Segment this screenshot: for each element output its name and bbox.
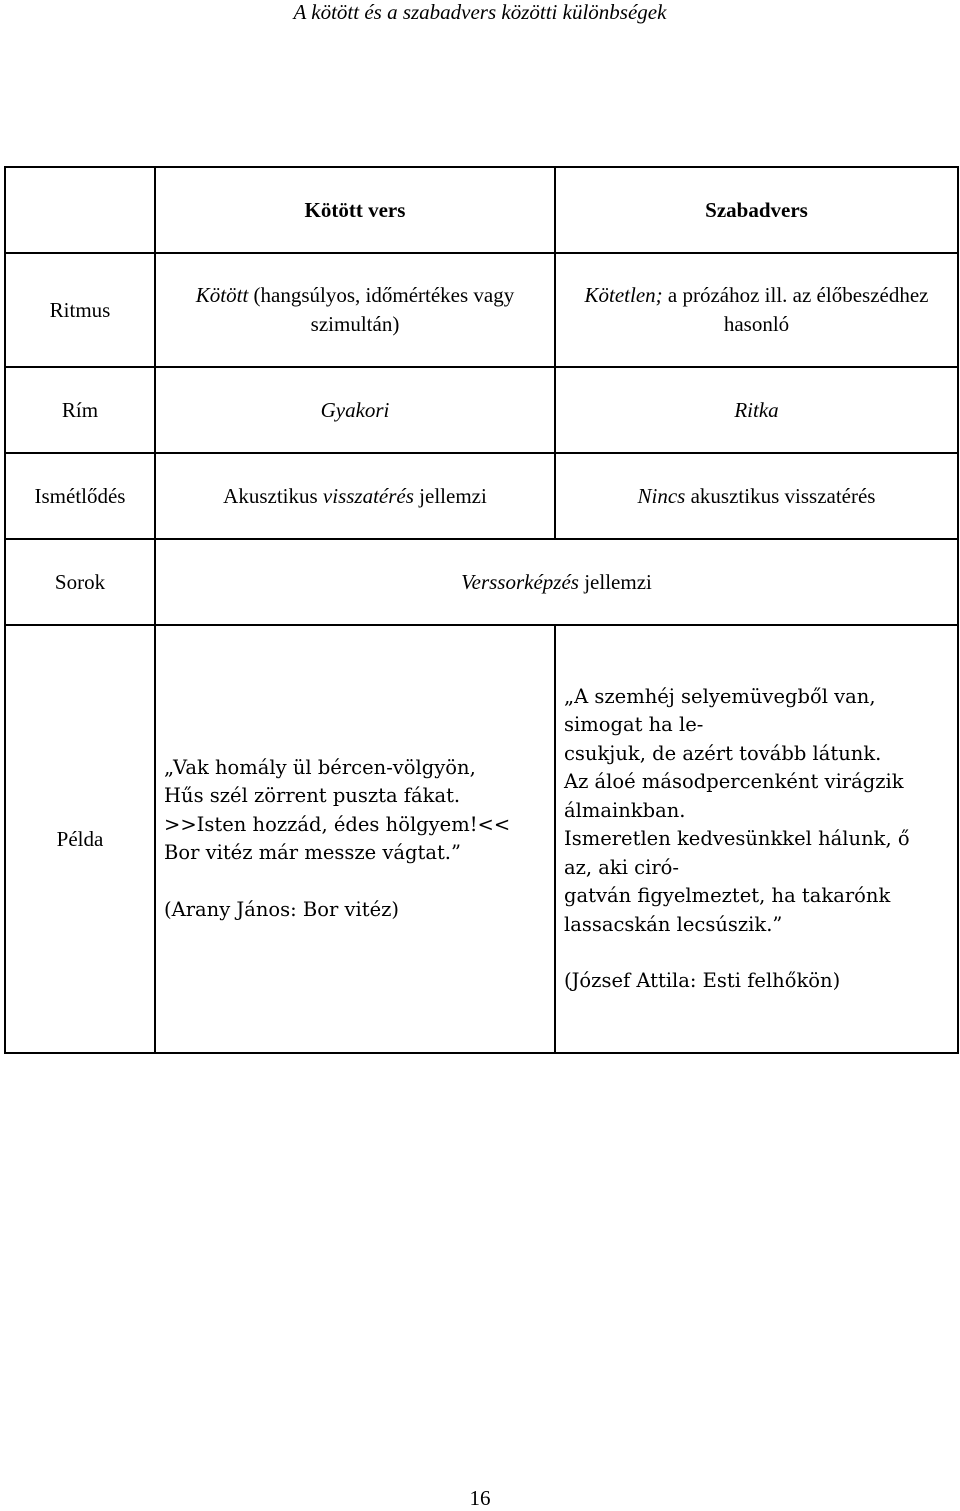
ritmus-kotott-cell [155, 253, 555, 367]
rim-szabad-cell: Ritka [555, 367, 958, 453]
ismetlodes-szabad-cell [555, 453, 958, 539]
header-empty-cell [5, 167, 155, 253]
poem-line: „Vak homály ül bércen-völgyön, [164, 755, 476, 779]
poem-line: Bor vitéz már messze vágtat.” [164, 841, 461, 865]
header-szabadvers: Szabadvers [555, 167, 958, 253]
ismetlodes-kotott-c: jellemzi [413, 483, 487, 508]
ismetlodes-kotott-a: Akusztikus [223, 483, 323, 508]
poem-spacer [564, 939, 949, 967]
comparison-table [4, 166, 959, 1054]
poem-line: simogat ha le- [564, 713, 704, 736]
rim-kotott-cell: Gyakori [155, 367, 555, 453]
poem-line: Az áloé másodpercenként virágzik [564, 770, 904, 793]
header-kotott-vers: Kötött vers [155, 167, 555, 253]
poem-line: gatván figyelmeztet, ha takarónk [564, 884, 891, 907]
poem-esti-felhokon [564, 683, 949, 996]
poem-line: az, aki ciró- [564, 855, 679, 879]
ritmus-szabad-italic: Kötetlen; [584, 283, 663, 307]
poem-bor-vitez [164, 754, 546, 925]
sorok-merged-cell [155, 539, 958, 625]
poem-spacer [164, 868, 546, 896]
table-row-ismetlodes [5, 453, 958, 539]
table-header-row [5, 167, 958, 253]
table-row-ritmus [5, 253, 958, 367]
row-label-sorok: Sorok [5, 539, 155, 625]
ismetlodes-szabad-a: Nincs [637, 483, 686, 508]
ismetlodes-kotott-b: visszatérés [322, 483, 414, 508]
row-label-pelda: Példa [5, 625, 155, 1053]
page-header-title: A kötött és a szabadvers közötti különbségek [293, 0, 667, 24]
poem-line: álmainkban. [564, 798, 686, 822]
row-label-rim: Rím [5, 367, 155, 453]
ritmus-kotott-italic: Kötött [195, 283, 249, 307]
poem-line: „A szemhéj selyemüvegből van, [564, 684, 876, 708]
poem-line: Hűs szél zörrent puszta fákat. [164, 784, 461, 808]
ritmus-szabad-rest: a prózához ill. az élőbeszédhez hasonló [662, 283, 929, 336]
poem-line: >>Isten hozzád, édes hölgyem!<< [164, 812, 511, 836]
ritmus-kotott-rest: (hangsúlyos, időmértékes vagy szimultán) [248, 283, 515, 336]
ismetlodes-szabad-b: akusztikus visszatérés [685, 483, 876, 508]
table-row-pelda [5, 625, 958, 1053]
poem-line: Ismeretlen kedvesünkkel hálunk, ő [564, 827, 910, 850]
poem-line: csukjuk, de azért tovább látunk. [564, 741, 882, 765]
sorok-italic: Verssorképzés [461, 569, 579, 594]
poem-source: (Arany János: Bor vitéz) [164, 897, 400, 921]
sorok-rest: jellemzi [578, 569, 652, 594]
poem-line: lassacskán lecsúszik.” [564, 912, 783, 936]
table-row-rim [5, 367, 958, 453]
ismetlodes-kotott-cell [155, 453, 555, 539]
pelda-kotott-cell [155, 625, 555, 1053]
pelda-szabad-cell [555, 625, 958, 1053]
page-number: 16 [469, 1486, 491, 1510]
row-label-ismetlodes: Ismétlődés [5, 453, 155, 539]
ritmus-szabad-cell [555, 253, 958, 367]
row-label-ritmus: Ritmus [5, 253, 155, 367]
poem-source: (József Attila: Esti felhőkön) [564, 969, 841, 992]
table-row-sorok [5, 539, 958, 625]
